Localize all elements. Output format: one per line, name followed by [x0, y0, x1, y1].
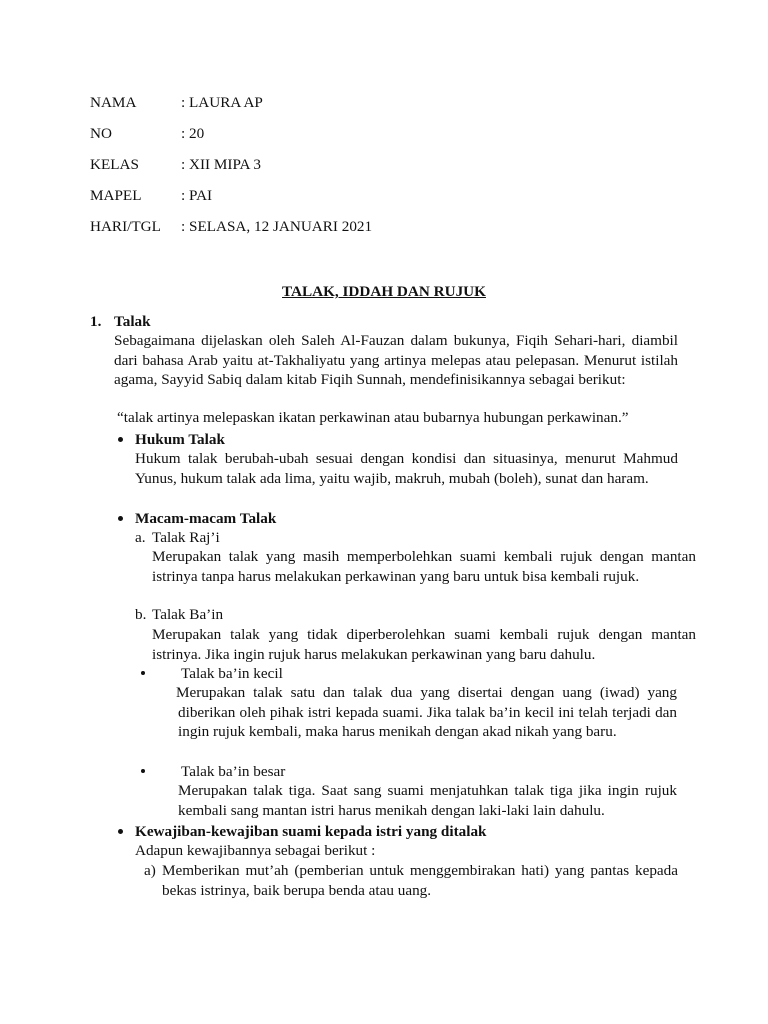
info-key: NAMA: [90, 94, 137, 111]
list-label-a: a.: [135, 529, 146, 546]
info-key: MAPEL: [90, 187, 142, 204]
info-value: : SELASA, 12 JANUARI 2021: [181, 218, 373, 235]
hukum-talak-paragraph: Hukum talak berubah-ubah sesuai dengan kondisi dan situasinya, menurut Mahmud Yunus, hukum talak ada lima, yaitu wajib, makruh, mubah (boleh), sunat dan haram.: [135, 450, 678, 487]
info-value: : XII MIPA 3: [181, 156, 262, 173]
bullet-icon: [118, 516, 123, 521]
kewajiban-item-a: Memberikan mut’ah (pemberian untuk menggembirakan hati) yang pantas kepada bekas istrinya, baik berupa benda atau uang.: [162, 862, 678, 899]
info-value: : LAURA AP: [181, 94, 263, 111]
info-value: : 20: [181, 125, 205, 142]
kewajiban-intro: Adapun kewajibannya sebagai berikut :: [135, 842, 376, 859]
list-label-b: b.: [135, 606, 147, 623]
bullet-icon: [141, 671, 145, 675]
info-key: NO: [90, 125, 112, 142]
talak-bain-kecil-title: Talak ba’in kecil: [181, 665, 283, 682]
talak-rajii-title: Talak Raj’i: [152, 529, 220, 546]
section-number: 1.: [90, 313, 102, 330]
info-key: KELAS: [90, 156, 139, 173]
talak-bain-paragraph: Merupakan talak yang tidak diperberolehkan suami kembali rujuk dengan mantan istrinya. Jika ingin rujuk harus melakukan perkawinan yang baru dahulu.: [152, 626, 696, 663]
section-heading: Talak: [114, 313, 151, 330]
list-label-a-paren: a): [144, 862, 156, 879]
definition-quote: “talak artinya melepaskan ikatan perkawinan atau bubarnya hubungan perkawinan.”: [117, 409, 629, 426]
bullet-icon: [118, 437, 123, 442]
subheading-kewajiban: Kewajiban-kewajiban suami kepada istri yang ditalak: [135, 823, 487, 840]
talak-bain-besar-title: Talak ba’in besar: [181, 763, 286, 780]
subheading-hukum-talak: Hukum Talak: [135, 431, 225, 448]
talak-bain-kecil-paragraph: Merupakan talak satu dan talak dua yang disertai dengan uang (iwad) yang diberikan oleh pihak istri kepada suami. Jika talak ba’in kecil ini telah terjadi dan ingin rujuk kembali, maka harus menikah dengan akad nikah yang baru.: [176, 684, 677, 740]
page-title: TALAK, IDDAH DAN RUJUK: [282, 283, 486, 300]
talak-bain-title: Talak Ba’in: [152, 606, 224, 623]
talak-bain-besar-paragraph: Merupakan talak tiga. Saat sang suami menjatuhkan talak tiga jika ingin rujuk kembali sang mantan istri harus menikah dengan laki-laki lain dahulu.: [178, 782, 677, 819]
bullet-icon: [118, 829, 123, 834]
info-value: : PAI: [181, 187, 213, 204]
info-key: HARI/TGL: [90, 218, 161, 235]
bullet-icon: [141, 769, 145, 773]
intro-paragraph: Sebagaimana dijelaskan oleh Saleh Al-Fauzan dalam bukunya, Fiqih Sehari-hari, diambil dari bahasa Arab yaitu at-Takhaliyatu yang artinya melepas atau pelepasan. Menurut istilah agama, Sayyid Sabiq dalam kitab Fiqih Sunnah, mendefinisikannya sebagai berikut:: [114, 332, 678, 388]
talak-rajii-paragraph: Merupakan talak yang masih memperbolehkan suami kembali rujuk dengan mantan istrinya tanpa harus melakukan perkawinan yang baru untuk bisa kembali rujuk.: [152, 548, 696, 585]
subheading-macam-talak: Macam-macam Talak: [135, 510, 277, 527]
